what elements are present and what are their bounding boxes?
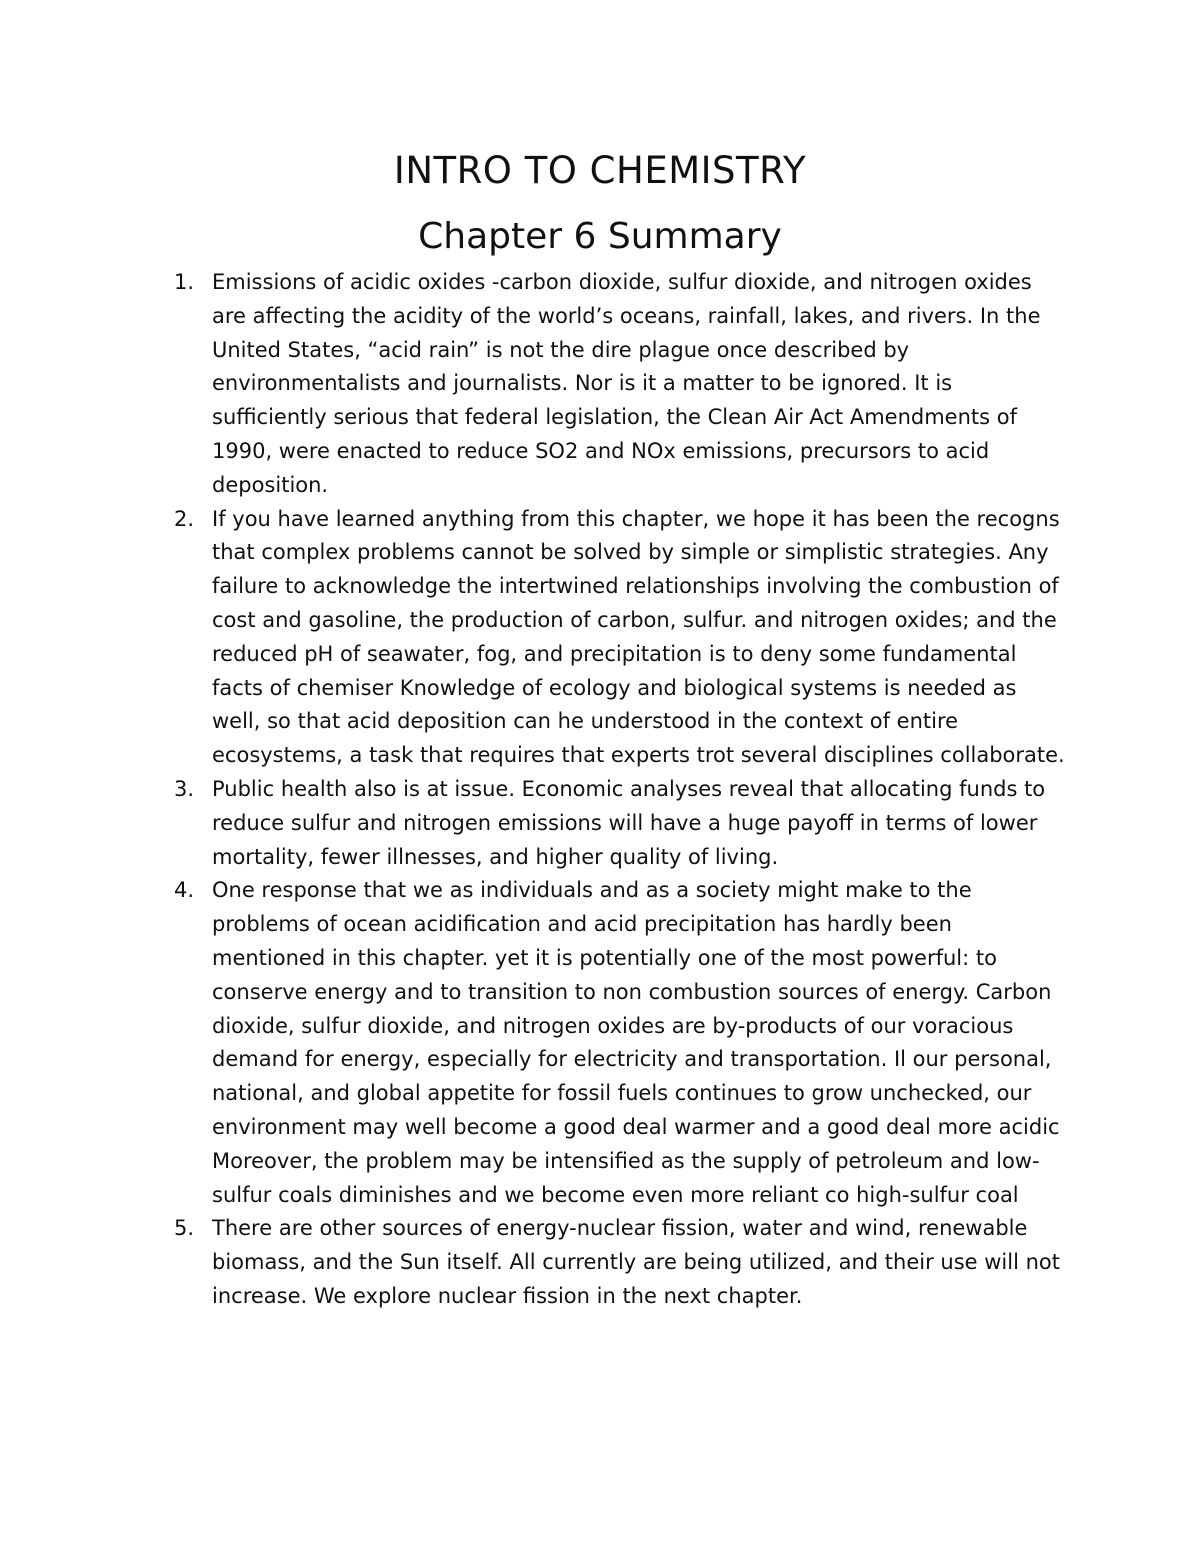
summary-item-1 bbox=[174, 266, 1070, 503]
item-text: There are other sources of energy-nuclear fission, water and wind, renewable biomass, and the Sun itself. All currently are being utilized, and their use will not increase. We explore nuclear fission in the next chapter. bbox=[212, 1216, 1060, 1308]
item-number: 3. bbox=[174, 776, 195, 801]
summary-item-3 bbox=[174, 773, 1070, 874]
item-text: If you have learned anything from this chapter, we hope it has been the recogns that complex problems cannot be solved by simple or simplistic strategies. Any failure to acknowledge the intertwined relationships involving the combustion of cost and gasoline, the production of carbon, sulfur. and nitrogen oxides; and the reduced pH of seawater, fog, and precipitation is to deny some fundamental facts of chemiser Knowledge of ecology and biological systems is needed as well, so that acid deposition can he understood in the context of entire ecosystems, a task that requires that experts trot several disciplines collaborate. bbox=[212, 506, 1065, 768]
chapter-subtitle: Chapter 6 Summary bbox=[418, 216, 782, 257]
item-text: Emissions of acidic oxides -carbon dioxide, sulfur dioxide, and nitrogen oxides are affecting the acidity of the world’s oceans, rainfall, lakes, and rivers. In the United States, “acid rain” is not the dire plague once described by environmentalists and journalists. Nor is it a matter to be ignored. It is sufficiently serious that federal legislation, the Clean Air Act Amendments of 1990, were enacted to reduce SO2 and NOx emissions, precursors to acid deposition. bbox=[212, 270, 1041, 497]
item-text: Public health also is at issue. Economic analyses reveal that allocating funds to reduce sulfur and nitrogen emissions will have a huge payoff in terms of lower mortality, fewer illnesses, and higher quality of living. bbox=[212, 776, 1046, 869]
item-number: 2. bbox=[174, 506, 195, 531]
item-number: 1. bbox=[174, 270, 195, 294]
summary-item-2 bbox=[174, 503, 1070, 773]
item-text: One response that we as individuals and as a society might make to the problems of ocean acidification and acid precipitation has hardly been mentioned in this chapter. yet it is potentially one of the most powerful: to conserve energy and to transition to non combustion sources of energy. Carbon dioxide, sulfur dioxide, and nitrogen oxides are by-products of our voracious demand for energy, especially for electricity and transportation. Il our personal, national, and global appetite for fossil fuels continues to grow unchecked, our environment may well become a good deal warmer and a good deal more acidic Moreover, the problem may be intensified as the supply of petroleum and low-sulfur coals diminishes and we become even more reliant co high-sulfur coal bbox=[212, 878, 1060, 1207]
summary-list bbox=[174, 266, 1070, 1314]
document-title: INTRO TO CHEMISTRY bbox=[393, 149, 807, 192]
summary-item-5 bbox=[174, 1212, 1070, 1313]
summary-item-4 bbox=[174, 874, 1070, 1212]
item-number: 5. bbox=[174, 1216, 195, 1241]
item-number: 4. bbox=[174, 878, 195, 903]
